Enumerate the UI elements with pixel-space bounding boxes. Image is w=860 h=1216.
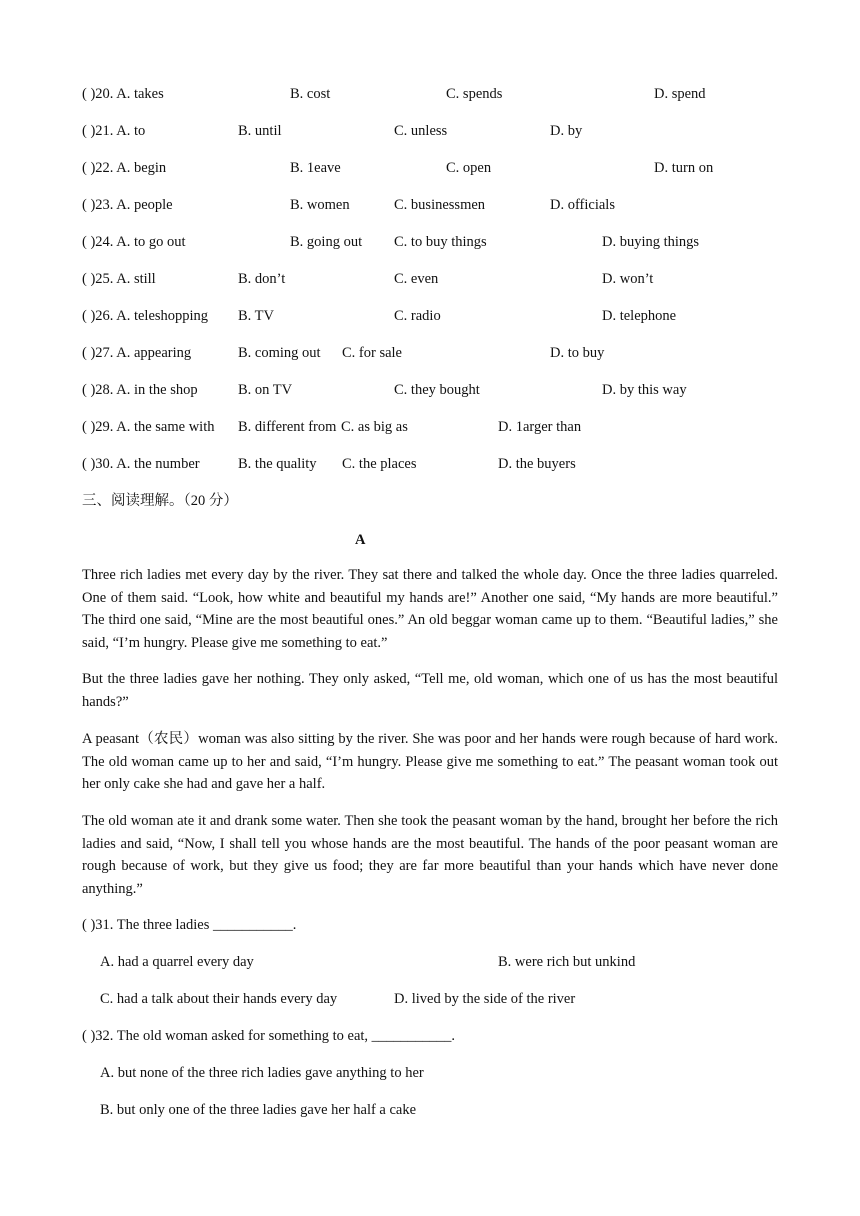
passage-paragraph-3: A peasant（农民）woman was also sitting by the river. She was poor and her hands were rough because of hard work. The old woman came up to her and said, “I’m hungry. Please give me something to eat.” The peasant woman took out her only cake she had and gave her a half. <box>82 731 778 792</box>
option-b: B. don’t <box>238 271 286 287</box>
option-d: D. 1arger than <box>498 419 582 435</box>
option-b: B. the quality <box>238 456 317 472</box>
option-b: B. going out <box>290 234 363 250</box>
question-20-stem: ( )20. A. takes <box>82 86 164 102</box>
question-23-stem: ( )23. A. people <box>82 197 173 213</box>
option-d: D. buying things <box>602 234 700 250</box>
question-26-stem: ( )26. A. teleshopping <box>82 308 209 324</box>
option-b: B. women <box>290 197 350 213</box>
question-32-option-b: B. but only one of the three ladies gave her half a cake <box>100 1102 417 1118</box>
option-c: C. for sale <box>342 345 402 361</box>
option-b: B. coming out <box>238 345 321 361</box>
question-32-stem: ( )32. The old woman asked for something to eat, ___________. <box>82 1028 456 1044</box>
option-d: D. by this way <box>602 382 687 398</box>
question-25-stem: ( )25. A. still <box>82 271 156 287</box>
section-title: 三、阅读理解。（20 分） <box>82 493 238 509</box>
question-21-stem: ( )21. A. to <box>82 123 146 139</box>
option-b: B. different from <box>238 419 337 435</box>
passage-paragraph-4: The old woman ate it and drank some water. Then she took the peasant woman by the hand, brought her before the rich ladies and said, “Now, I shall tell you whose hands are the most beautiful. The hands of the poor peasant woman are rough because of work, but they give us food; they are far more beautiful than your hands which have never done anything.” <box>82 813 778 897</box>
option-d: D. by <box>550 123 583 139</box>
option-b: B. TV <box>238 308 274 324</box>
question-28-stem: ( )28. A. in the shop <box>82 382 198 398</box>
question-24-stem: ( )24. A. to go out <box>82 234 186 250</box>
option-b: B. 1eave <box>290 160 341 176</box>
option-d: D. won’t <box>602 271 654 287</box>
question-31-option-c: C. had a talk about their hands every day <box>100 991 338 1007</box>
option-c: C. businessmen <box>394 197 486 213</box>
option-c: C. even <box>394 271 439 287</box>
option-b: B. until <box>238 123 282 139</box>
option-d: D. turn on <box>654 160 714 176</box>
option-c: C. open <box>446 160 492 176</box>
passage-paragraph-1: Three rich ladies met every day by the river. They sat there and talked the whole day. Once the three ladies quarreled. One of them said. “Look, how white and beautiful my hands are!” Another one said, “My hands are more beautiful.” The third one said, “Mine are the most beautiful ones.” An old beggar woman came up to them. “Beautiful ladies,” she said, “I’m hungry. Please give me something to eat.” <box>82 567 778 651</box>
option-c: C. to buy things <box>394 234 487 250</box>
passage-paragraph-2: But the three ladies gave her nothing. They only asked, “Tell me, old woman, which one of us has the most beautiful hands?” <box>82 671 778 710</box>
option-c: C. the places <box>342 456 417 472</box>
question-22-stem: ( )22. A. begin <box>82 160 167 176</box>
option-c: C. unless <box>394 123 448 139</box>
question-31-stem: ( )31. The three ladies ___________. <box>82 917 297 933</box>
option-c: C. as big as <box>341 419 408 435</box>
option-d: D. the buyers <box>498 456 576 472</box>
option-d: D. to buy <box>550 345 605 361</box>
question-29-stem: ( )29. A. the same with <box>82 419 215 435</box>
question-31-option-b: B. were rich but unkind <box>498 954 636 970</box>
question-32-option-a: A. but none of the three rich ladies gave anything to her <box>100 1065 424 1081</box>
question-27-stem: ( )27. A. appearing <box>82 345 192 361</box>
option-c: C. spends <box>446 86 503 102</box>
option-b: B. on TV <box>238 382 293 398</box>
question-30-stem: ( )30. A. the number <box>82 456 200 472</box>
option-b: B. cost <box>290 86 331 102</box>
passage-label: A <box>355 532 366 548</box>
question-31-option-a: A. had a quarrel every day <box>100 954 254 970</box>
option-d: D. telephone <box>602 308 677 324</box>
option-c: C. they bought <box>394 382 480 398</box>
question-31-option-d: D. lived by the side of the river <box>394 991 576 1007</box>
option-d: D. officials <box>550 197 615 213</box>
option-d: D. spend <box>654 86 706 102</box>
option-c: C. radio <box>394 308 441 324</box>
